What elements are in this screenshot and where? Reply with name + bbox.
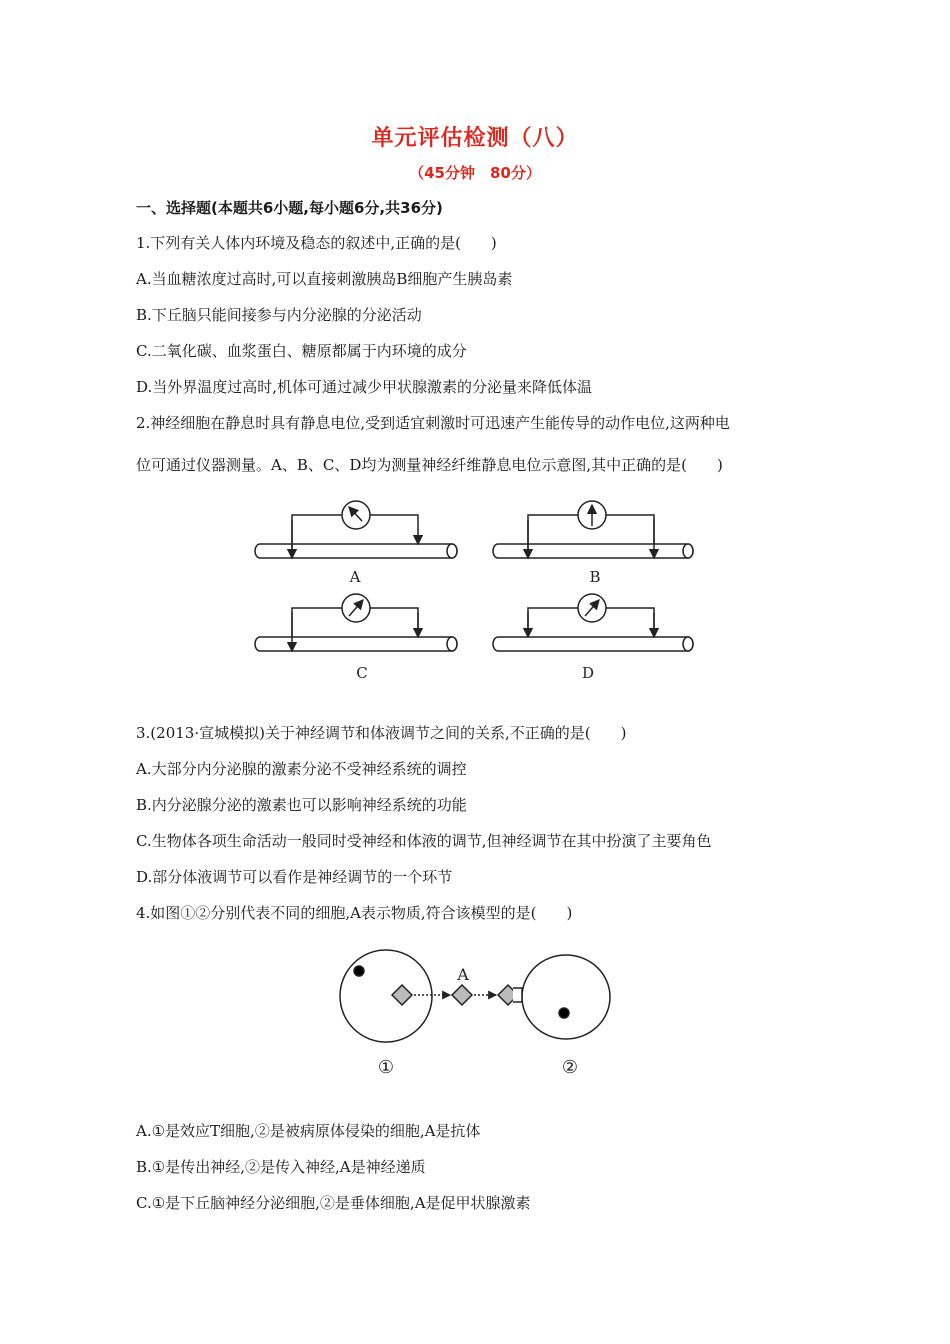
question-3-option-a: A.大部分内分泌腺的激素分泌不受神经系统的调控 bbox=[136, 760, 467, 778]
question-1-option-d: D.当外界温度过高时,机体可通过减少甲状腺激素的分泌量来降低体温 bbox=[136, 378, 593, 396]
substance-label-a: A bbox=[457, 965, 469, 984]
cell-label-2: ② bbox=[561, 1057, 579, 1078]
fiber-label-a: A bbox=[349, 568, 361, 586]
question-2-stem-line-1: 2.神经细胞在静息时具有静息电位,受到适宜刺激时可迅速产生能传导的动作电位,这两种电 bbox=[136, 414, 730, 432]
page-title: 单元评估检测（八） bbox=[371, 126, 579, 151]
cell-2-nucleus bbox=[559, 1008, 569, 1018]
nerve-fiber-diagram bbox=[240, 490, 710, 690]
fiber-label-d: D bbox=[581, 664, 595, 682]
fiber-diagram-b bbox=[493, 501, 693, 558]
cell-1 bbox=[340, 950, 432, 1042]
cell-label-1: ① bbox=[377, 1057, 395, 1078]
cell-2 bbox=[522, 955, 610, 1039]
fiber-label-b: B bbox=[589, 568, 601, 586]
question-3-option-c: C.生物体各项生命活动一般同时受神经和体液的调节,但神经调节在其中扮演了主要角色 bbox=[136, 832, 712, 850]
fiber-diagram-a bbox=[255, 501, 457, 558]
question-4-option-a: A.①是效应T细胞,②是被病原体侵染的细胞,A是抗体 bbox=[136, 1122, 481, 1140]
question-1-option-c: C.二氧化碳、血浆蛋白、糖原都属于内环境的成分 bbox=[136, 342, 467, 360]
fiber-diagram-c bbox=[255, 594, 457, 651]
question-3-option-d: D.部分体液调节可以看作是神经调节的一个环节 bbox=[136, 868, 453, 886]
fiber-label-c: C bbox=[356, 664, 368, 682]
fiber-diagram-d bbox=[493, 594, 693, 651]
question-4-option-b: B.①是传出神经,②是传入神经,A是神经递质 bbox=[136, 1158, 426, 1176]
receptor bbox=[513, 988, 522, 1002]
question-1-stem: 1.下列有关人体内环境及稳态的叙述中,正确的是( ) bbox=[136, 234, 497, 252]
page-subtitle: （45分钟 80分） bbox=[409, 164, 541, 182]
question-3-option-b: B.内分泌腺分泌的激素也可以影响神经系统的功能 bbox=[136, 796, 467, 814]
question-4-stem: 4.如图①②分别代表不同的细胞,A表示物质,符合该模型的是( ) bbox=[136, 904, 573, 922]
section-heading: 一、选择题(本题共6小题,每小题6分,共36分) bbox=[136, 199, 443, 217]
signal-molecule-a bbox=[452, 985, 472, 1005]
cell-signaling-diagram bbox=[330, 940, 620, 1080]
question-3-stem: 3.(2013·宣城模拟)关于神经调节和体液调节之间的关系,不正确的是( ) bbox=[136, 724, 627, 742]
question-1-option-a: A.当血糖浓度过高时,可以直接刺激胰岛B细胞产生胰岛素 bbox=[136, 270, 513, 288]
question-1-option-b: B.下丘脑只能间接参与内分泌腺的分泌活动 bbox=[136, 306, 422, 324]
cell-1-nucleus bbox=[354, 966, 364, 976]
question-4-option-c: C.①是下丘脑神经分泌细胞,②是垂体细胞,A是促甲状腺激素 bbox=[136, 1194, 531, 1212]
question-2-stem-line-2: 位可通过仪器测量。A、B、C、D均为测量神经纤维静息电位示意图,其中正确的是( ) bbox=[136, 456, 723, 474]
